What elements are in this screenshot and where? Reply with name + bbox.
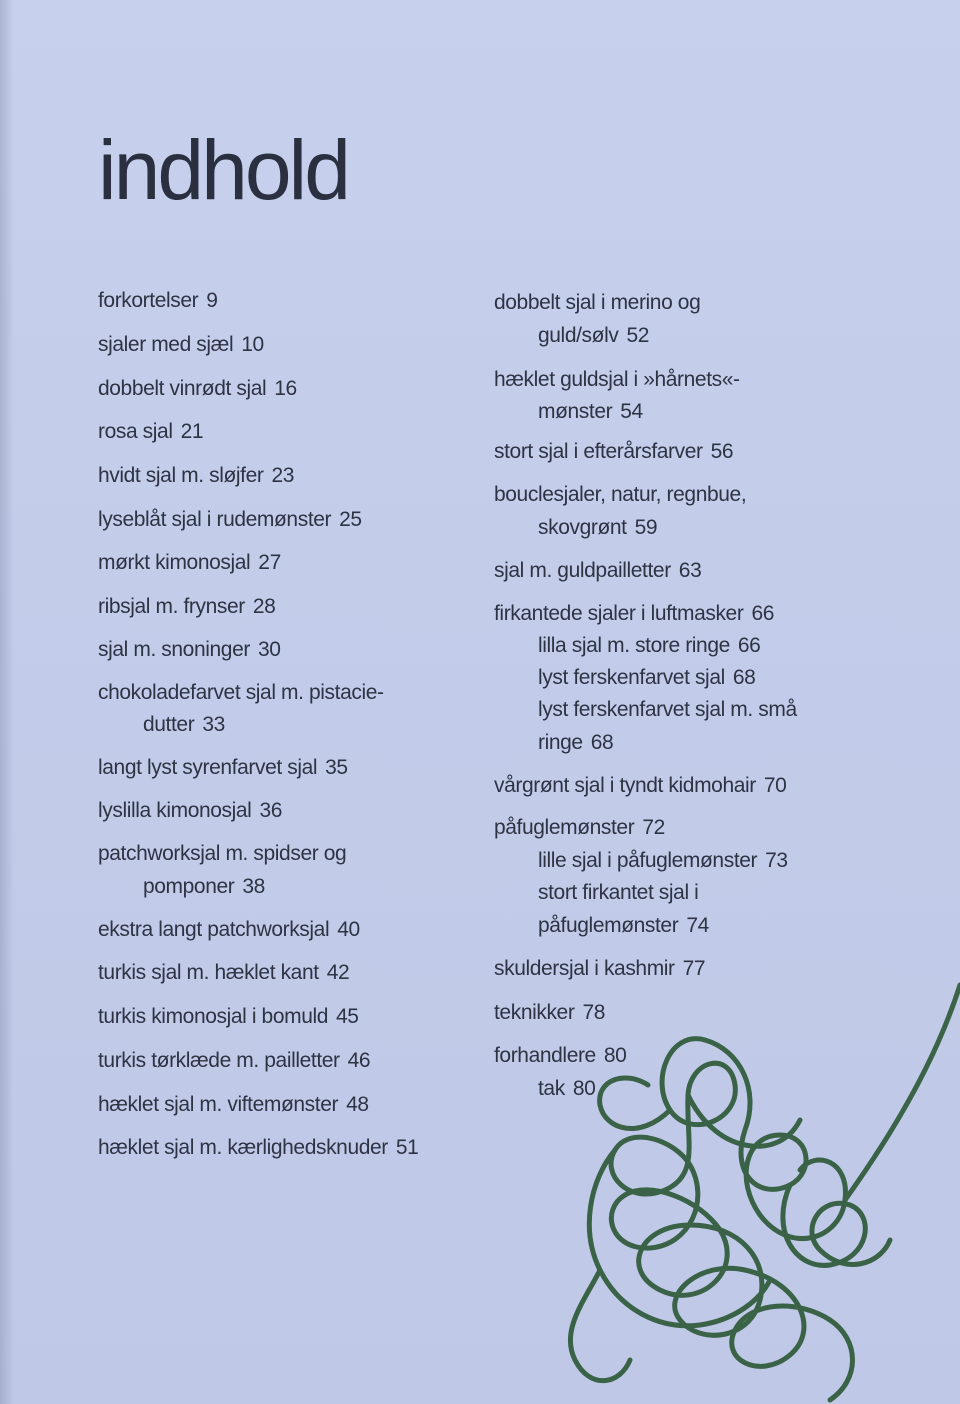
toc-subentry-continuation[interactable]: ringe 68 [538, 731, 614, 754]
page-number: 40 [337, 918, 360, 941]
page-title: indhold [98, 123, 348, 217]
toc-entry[interactable]: ribsjal m. frynser 28 [98, 595, 276, 618]
toc-entry[interactable]: sjal m. snoninger 30 [98, 638, 281, 661]
toc-subentry[interactable]: lilla sjal m. store ringe 66 [538, 634, 761, 657]
page-number: 74 [686, 914, 709, 937]
toc-subentry[interactable]: stort firkantet sjal i [538, 881, 699, 904]
toc-entry[interactable]: ekstra langt patchworksjal 40 [98, 918, 360, 941]
page-number: 46 [347, 1049, 371, 1072]
toc-entry[interactable]: lyseblåt sjal i rudemønster 25 [98, 508, 362, 531]
toc-subentry-continuation[interactable]: påfuglemønster 74 [538, 914, 709, 937]
page-number: 54 [620, 400, 643, 423]
toc-entry[interactable]: lyslilla kimonosjal 36 [98, 799, 283, 822]
toc-entry[interactable]: rosa sjal 21 [98, 420, 204, 443]
toc-entry[interactable]: turkis tørklæde m. pailletter 46 [98, 1049, 371, 1072]
toc-entry[interactable]: forhandlere 80 [494, 1044, 627, 1067]
page-number: 73 [765, 849, 788, 872]
page-number: 68 [732, 666, 756, 689]
page-number: 45 [336, 1005, 359, 1028]
toc-subentry[interactable]: lyst ferskenfarvet sjal 68 [538, 666, 756, 689]
toc-entry-continuation[interactable]: guld/sølv 52 [538, 324, 649, 347]
page-number: 59 [634, 516, 658, 539]
toc-entry[interactable]: dobbelt vinrødt sjal 16 [98, 377, 297, 400]
page-number: 28 [252, 595, 276, 618]
toc-entry[interactable]: bouclesjaler, natur, regnbue, [494, 483, 747, 506]
page-number: 78 [582, 1001, 605, 1024]
toc-entry[interactable]: sjaler med sjæl 10 [98, 333, 264, 356]
toc-entry[interactable]: hvidt sjal m. sløjfer 23 [98, 464, 295, 487]
page-number: 56 [710, 440, 734, 463]
toc-subentry[interactable]: tak 80 [538, 1077, 596, 1100]
page-number: 63 [678, 559, 702, 582]
toc-entry[interactable]: forkortelser 9 [98, 289, 218, 312]
page-number: 42 [326, 961, 350, 984]
toc-entry-continuation[interactable]: pomponer 38 [143, 875, 265, 898]
page-number: 70 [763, 774, 787, 797]
toc-entry[interactable]: hæklet sjal m. viftemønster 48 [98, 1093, 369, 1116]
toc-entry[interactable]: stort sjal i efterårsfarver 56 [494, 440, 734, 463]
page-number: 68 [590, 731, 614, 754]
page-number: 27 [258, 551, 281, 574]
toc-entry[interactable]: patchworksjal m. spidser og [98, 842, 347, 865]
toc-entry[interactable]: hæklet guldsjal i »hårnets«- [494, 368, 740, 391]
toc-entry[interactable]: turkis sjal m. hæklet kant 42 [98, 961, 350, 984]
page-number: 52 [626, 324, 649, 347]
toc-entry[interactable]: skuldersjal i kashmir 77 [494, 957, 706, 980]
toc-entry[interactable]: firkantede sjaler i luftmasker 66 [494, 602, 774, 625]
page-number: 80 [572, 1077, 596, 1100]
toc-entry[interactable]: mørkt kimonosjal 27 [98, 551, 281, 574]
toc-subentry[interactable]: lille sjal i påfuglemønster 73 [538, 849, 788, 872]
toc-entry-continuation[interactable]: mønster 54 [538, 400, 643, 423]
page-number: 33 [202, 713, 225, 736]
toc-entry[interactable]: turkis kimonosjal i bomuld 45 [98, 1005, 359, 1028]
toc-entry-continuation[interactable]: skovgrønt 59 [538, 516, 658, 539]
page-edge-shadow [0, 0, 14, 1404]
toc-entry[interactable]: dobbelt sjal i merino og [494, 291, 701, 314]
page-number: 72 [642, 816, 665, 839]
page-number: 21 [180, 420, 204, 443]
page-number: 48 [346, 1093, 369, 1116]
page-number: 10 [241, 333, 264, 356]
toc-entry-continuation[interactable]: dutter 33 [143, 713, 225, 736]
toc-entry[interactable]: påfuglemønster 72 [494, 816, 665, 839]
page-number: 25 [339, 508, 362, 531]
page-number: 35 [325, 756, 348, 779]
page-number: 80 [603, 1044, 627, 1067]
page-number: 23 [271, 464, 295, 487]
page-number: 36 [259, 799, 283, 822]
page-number: 77 [682, 957, 706, 980]
page-number: 30 [257, 638, 281, 661]
toc-entry[interactable]: hæklet sjal m. kærlighedsknuder 51 [98, 1136, 419, 1159]
page-number: 38 [242, 875, 265, 898]
toc-entry[interactable]: teknikker 78 [494, 1001, 605, 1024]
page-number: 66 [751, 602, 774, 625]
toc-entry[interactable]: chokoladefarvet sjal m. pistacie- [98, 681, 384, 704]
page-number: 9 [206, 289, 218, 312]
toc-entry[interactable]: sjal m. guldpailletter 63 [494, 559, 702, 582]
toc-entry[interactable]: vårgrønt sjal i tyndt kidmohair 70 [494, 774, 787, 797]
toc-entry[interactable]: langt lyst syrenfarvet sjal 35 [98, 756, 348, 779]
toc-subentry[interactable]: lyst ferskenfarvet sjal m. små [538, 698, 797, 721]
page-number: 16 [274, 377, 297, 400]
page-number: 51 [395, 1136, 419, 1159]
page-number: 66 [737, 634, 761, 657]
